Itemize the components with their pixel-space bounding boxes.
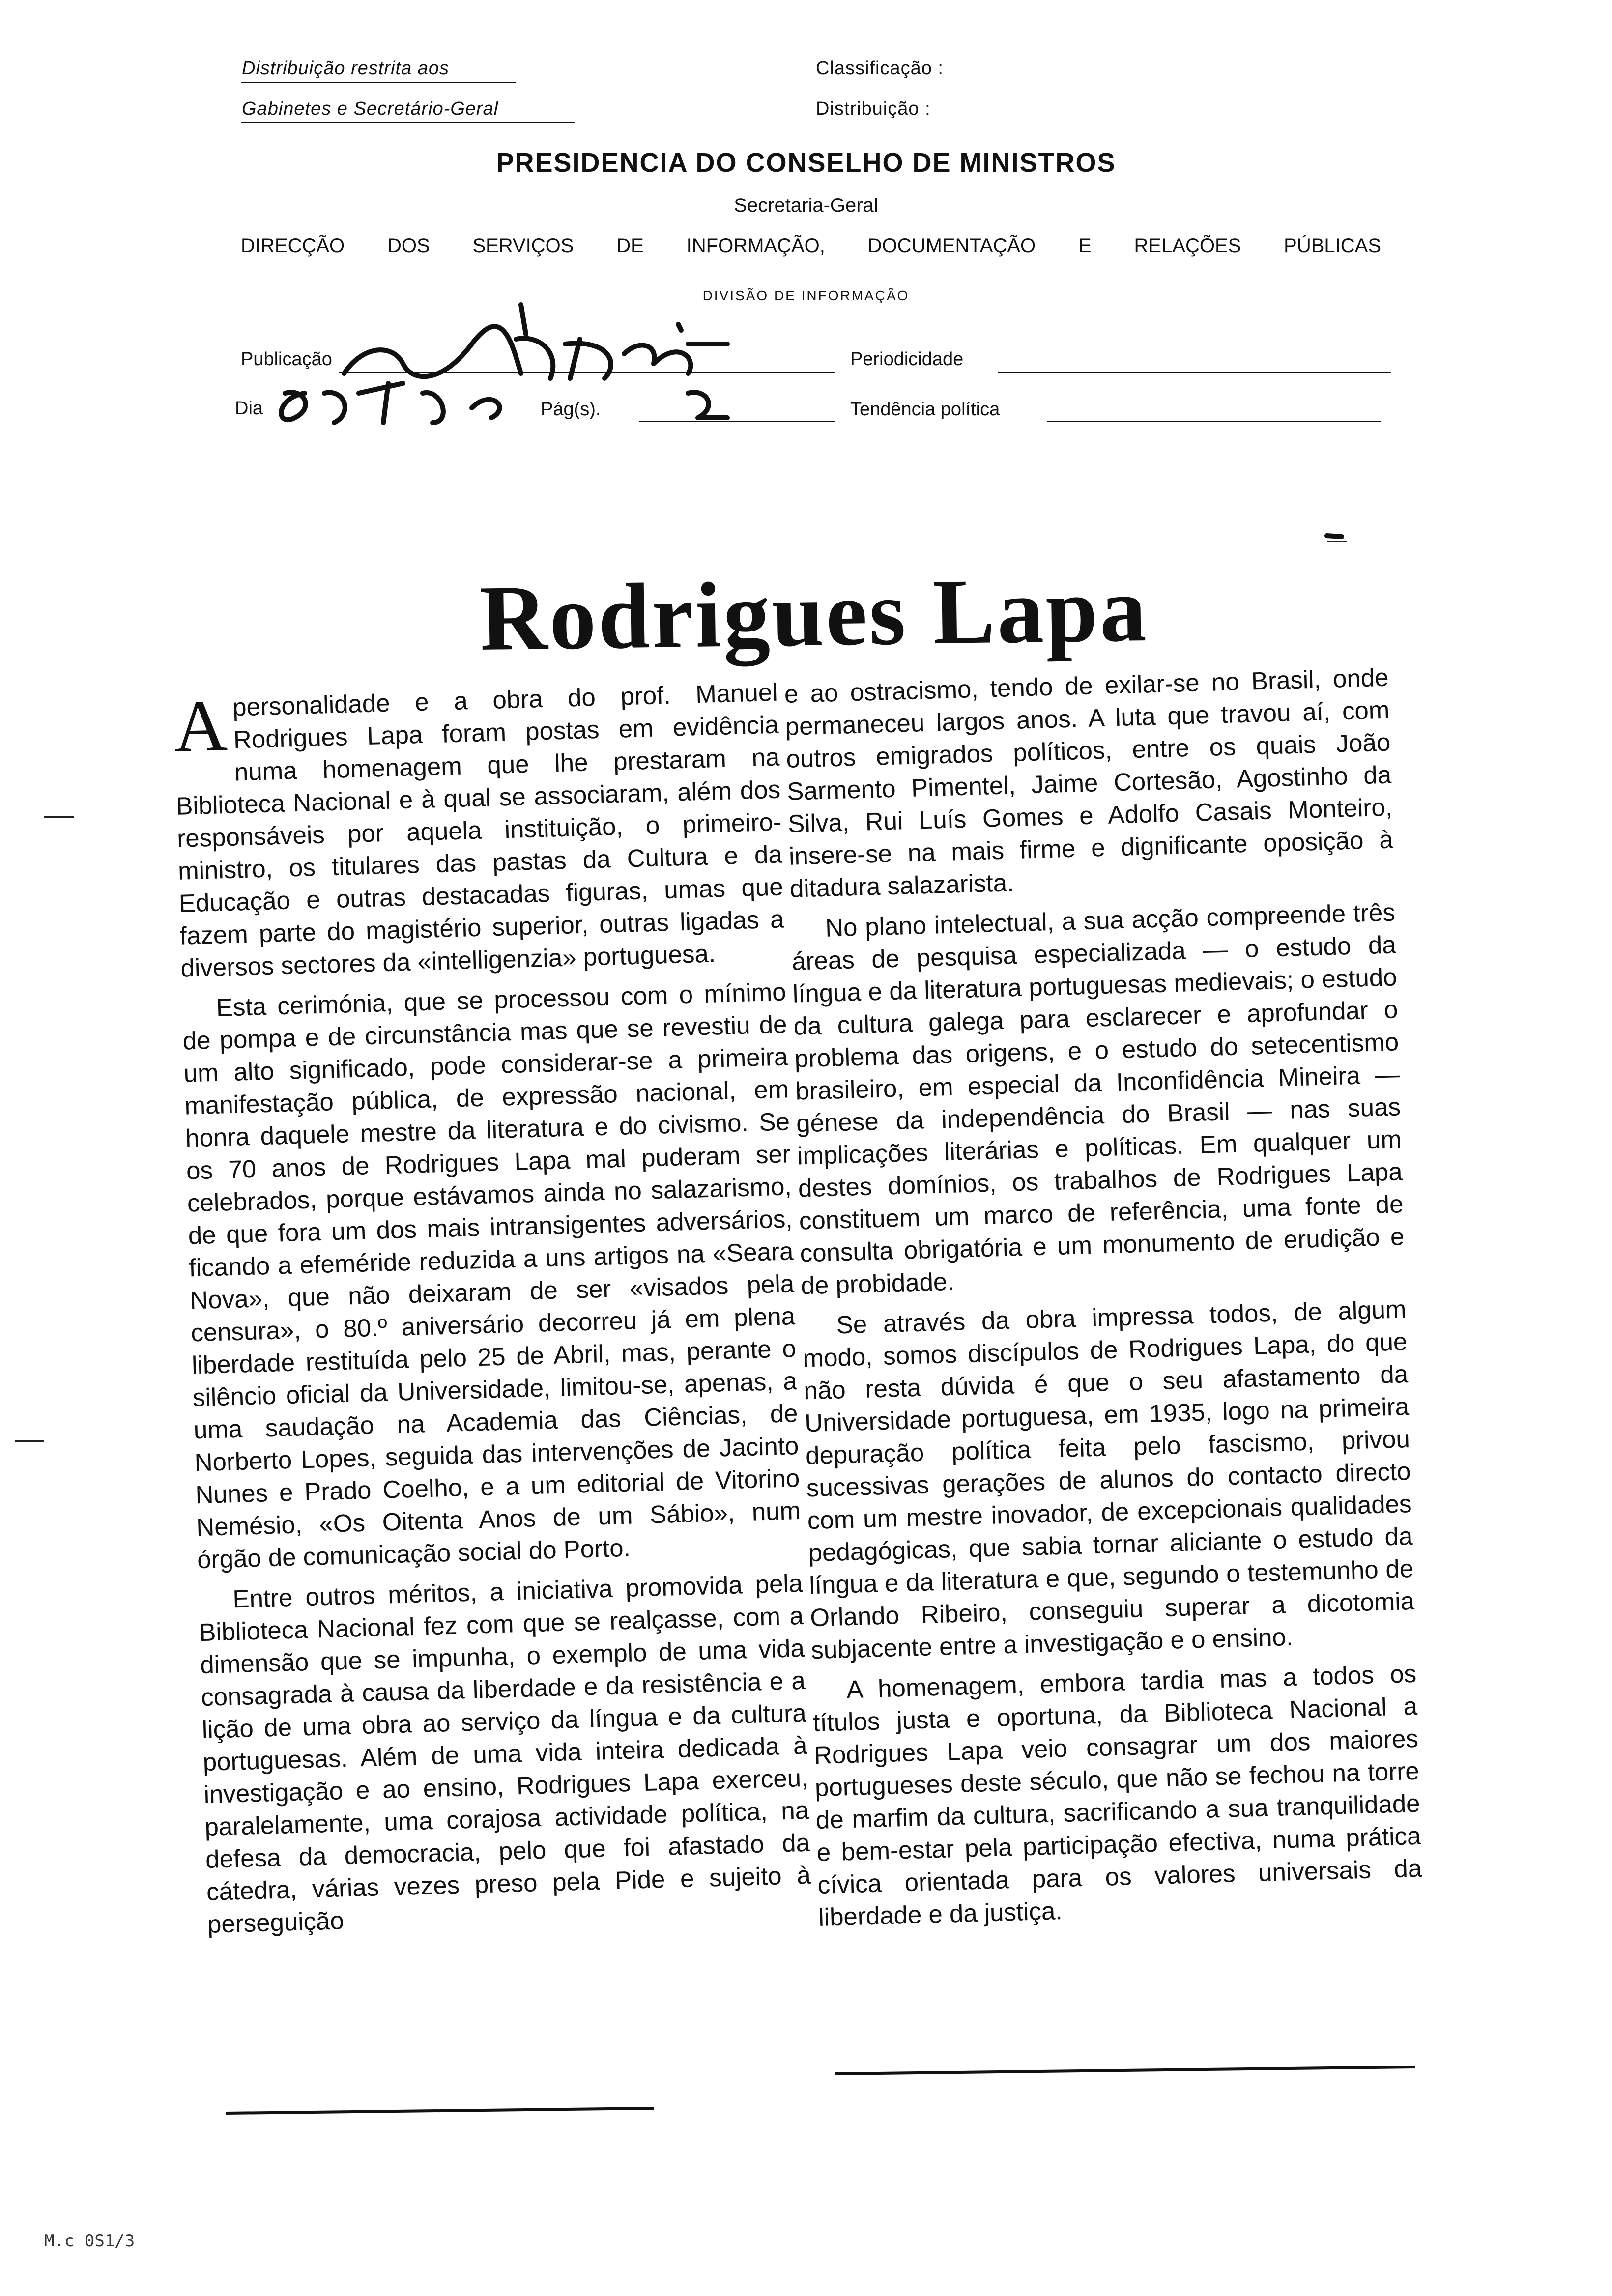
paragraph-4: e ao ostracismo, tendo de exilar-se no Brasil, onde permaneceu largos anos. A luta que travou aí, com outros emigrados políticos, entre os quais João Sarmento Pimentel, Jaime Cortesão, Agostinho da Silva, Rui Luís Gomes e Adolfo Casais Monteiro, insere-se na mais firme e dignificante oposição à ditadura salazarista. <box>784 663 1394 903</box>
paragraph-1: Apersonalidade e a obra do prof. Manuel Rodrigues Lapa foram postas em evidência numa homenagem que lhe prestaram na Biblioteca Nacional e à qual se associaram, além dos responsáveis por aquela instituição, o primeiro-ministro, os titulares das pastas da Cultura e da Educação e outras destacadas figuras, umas que fazem parte do magistério superior, outras ligadas a diversos sectores da «intelligenzia» portuguesa. <box>173 678 785 982</box>
margin-mark <box>44 816 74 818</box>
periodicity-label: Periodicidade <box>850 349 964 370</box>
margin-mark <box>15 1440 44 1442</box>
paragraph-3: Entre outros méritos, a iniciativa promovida pela Biblioteca Nacional fez com que se realçasse, com a dimensão que se impunha, o exemplo de uma vida consagrada à causa da liberdade e da resistência e a lição de uma obra ao serviço da língua e da cultura portuguesas. Além de uma vida inteira dedicada à investigação e ao ensino, Rodrigues Lapa exerceu, paralelamente, uma corajosa actividade política, na defesa da democracia, pelo que foi afastado da cátedra, várias vezes preso pela Pide e sujeito à perseguição <box>199 1569 811 1939</box>
drop-cap: A <box>173 684 229 768</box>
distribution-restricted-line1: Distribuição restrita aos <box>242 58 450 79</box>
paragraph-6: Se através da obra impressa todos, de algum modo, somos discípulos de Rodrigues Lapa, do que não resta dúvida é que o seu afastamento da Universidade portuguesa, em 1935, logo na primeira depuração política feita pelo fascismo, privou sucessivas gerações de alunos do contacto directo com um mestre inovador, de excepcionais qualidades pedagógicas, que sabia tornar aliciante o estudo da língua e da literatura e que, segundo o testemunho de Orlando Ribeiro, conseguiu superar a dicotomia subjacente entre a investigação e o ensino. <box>802 1295 1415 1665</box>
day-label: Dia <box>235 398 263 419</box>
paragraph-2: Esta cerimónia, que se processou com o mínimo de pompa e de circunstância mas que se revestiu de um alto significado, pode considerar-se a primeira manifestação pública, de expressão nacional, em honra daquele mestre da literatura e do civismo. Se os 70 anos de Rodrigues Lapa mal puderam ser celebrados, porque estávamos ainda no salazarismo, de que fora um dos mais intransigentes adversários, ficando a efeméride reduzida a uns artigos na «Seara Nova», que não deixaram de ser «visados pela censura», o 80.º aniversário decorreu já em plena liberdade restituída pelo 25 de Abril, mas, perante o silêncio oficial da Universidade, limitou-se, apenas, a uma saudação na Academia das Ciências, de Norberto Lopes, seguida das intervenções de Jacinto Nunes e Prado Coelho, e a um editorial de Vitorino Nemésio, «Os Oitenta Anos de um Sábio», num órgão de comunicação social do Porto. <box>182 977 801 1574</box>
division-label: DIVISÃO DE INFORMAÇÃO <box>702 288 910 303</box>
paragraph-7: A homenagem, embora tardia mas a todos os títulos justa e oportuna, da Biblioteca Nacional a Rodrigues Lapa veio consagrar um dos maiores portugueses deste século, que não se fechou na torre de marfim da cultura, sacrificando a sua tranquilidade e bem-estar pela participação efectiva, numa prática cívica orientada para os valores universais da liberdade e da justiça. <box>812 1659 1422 1932</box>
article-column-left <box>173 676 812 1941</box>
pages-label: Pág(s). <box>541 399 601 420</box>
article-headline: Rodrigues Lapa <box>479 558 1149 670</box>
publication-label: Publicação <box>241 349 332 370</box>
classification-label: Classificação : <box>816 58 944 79</box>
org-subtitle: Secretaria-Geral <box>734 195 878 216</box>
footer-code: M.c 0S1/3 <box>44 2231 135 2251</box>
margin-mark <box>1327 541 1347 542</box>
org-title: PRESIDENCIA DO CONSELHO DE MINISTROS <box>496 148 1116 177</box>
directorate-line: DIRECÇÃO DOS SERVIÇOS DE INFORMAÇÃO, DOCUMENTAÇÃO E RELAÇÕES PÚBLICAS <box>241 235 1381 257</box>
distribution-label: Distribuição : <box>816 98 931 119</box>
tendency-label: Tendência política <box>850 399 1000 420</box>
column-end-rules <box>0 2015 1612 2123</box>
article-column-right <box>784 661 1423 1934</box>
paragraph-5: No plano intelectual, a sua acção compreende três áreas de pesquisa especializada — o estudo da língua e da literatura portuguesas medievais; o estudo da cultura galega para esclarecer e aprofundar o problema das origens, e o estudo do setecentismo brasileiro, em especial da Inconfidência Mineira — génese da independência do Brasil — nas suas implicações literárias e políticas. Em qualquer um destes domínios, os trabalhos de Rodrigues Lapa constituem um marco de referência, uma fonte de consulta obrigatória e um monumento de erudição e de probidade. <box>791 898 1405 1300</box>
distribution-restricted-line2: Gabinetes e Secretário-Geral <box>242 98 499 119</box>
